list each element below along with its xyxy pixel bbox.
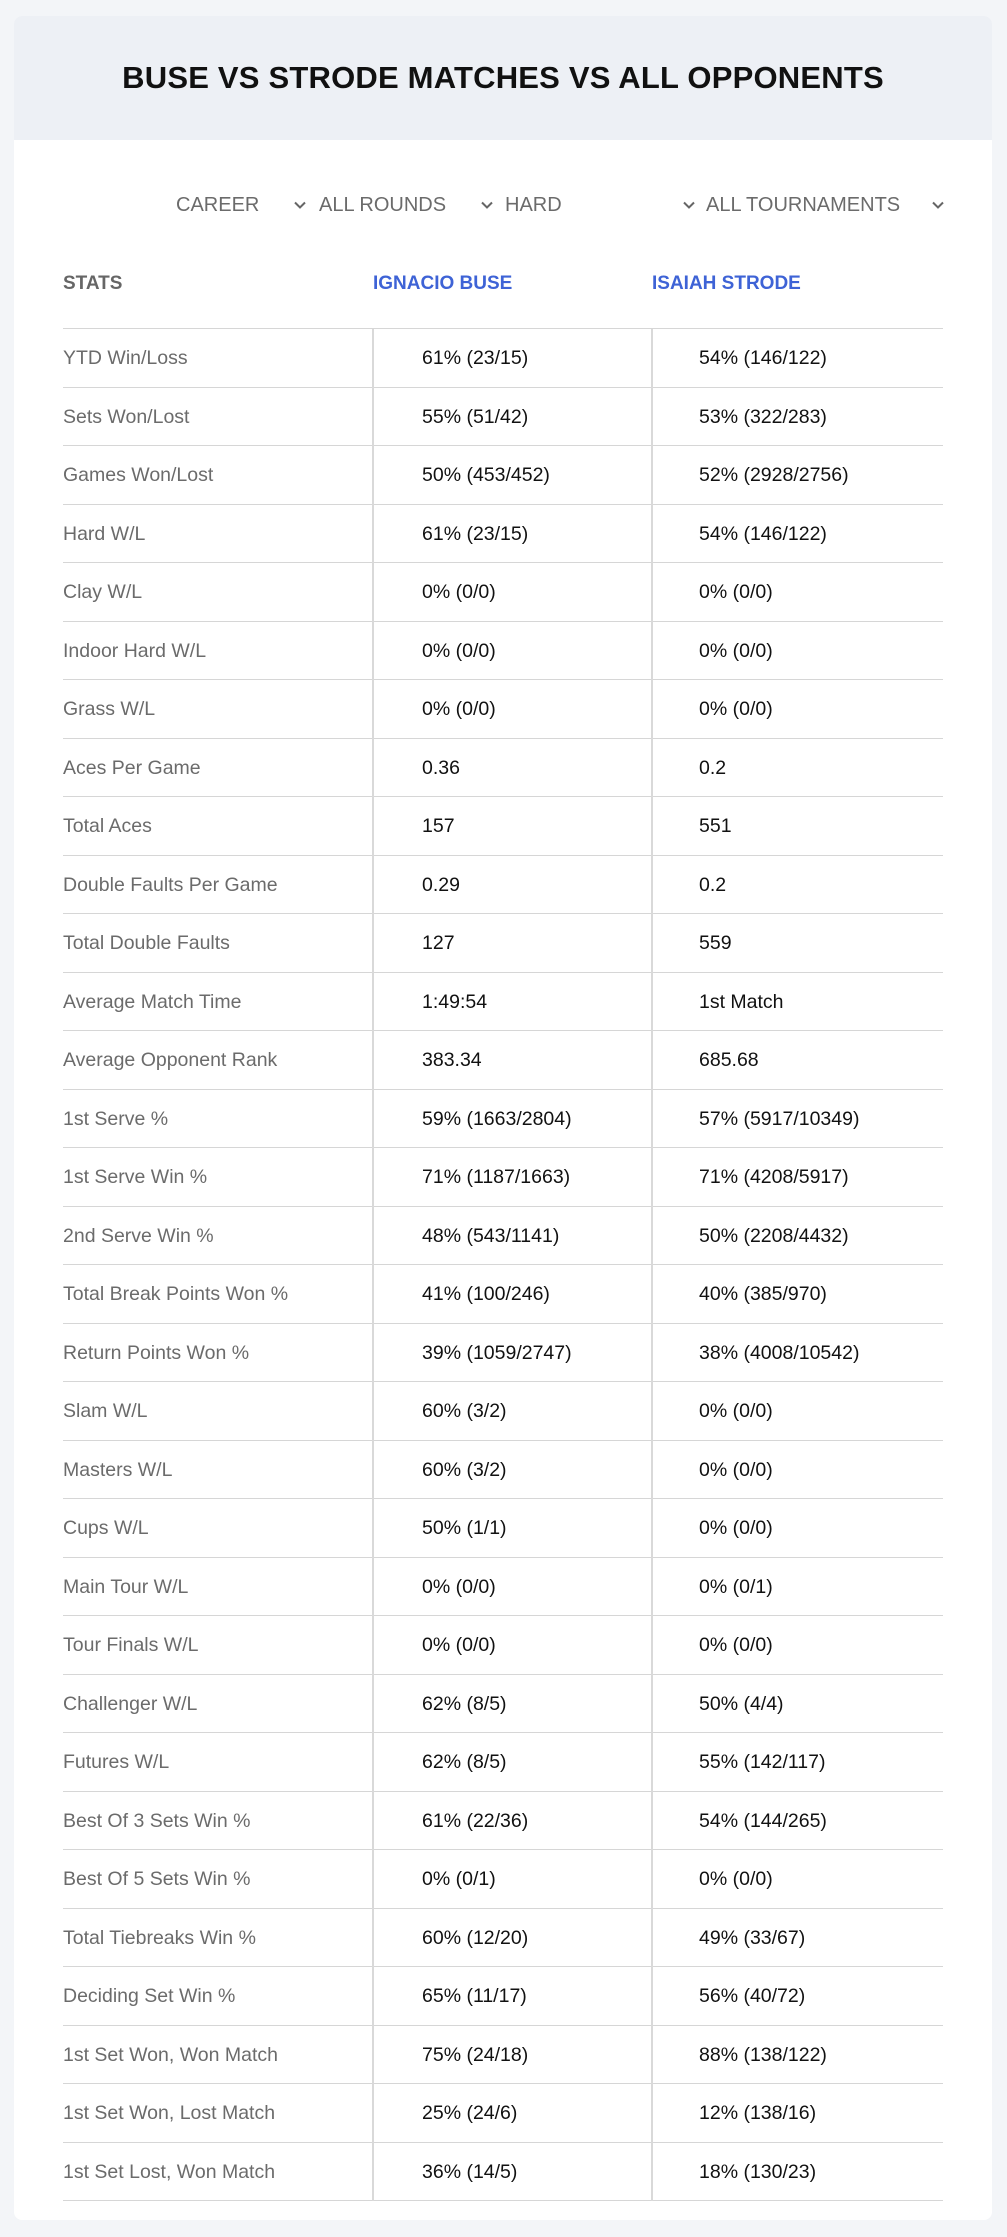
column-divider: [651, 1792, 653, 1851]
table-row: [63, 1265, 943, 1324]
player1-value: 383.34: [422, 1049, 482, 1071]
stat-label: Main Tour W/L: [63, 1575, 189, 1598]
player2-value: 54% (146/122): [699, 522, 827, 545]
player1-value: 157: [422, 815, 455, 837]
column-divider: [372, 1850, 374, 1909]
stat-label: Total Aces: [63, 815, 152, 837]
player2-value: 52% (2928/2756): [699, 464, 849, 486]
page-title: BUSE VS STRODE MATCHES VS ALL OPPONENTS: [122, 60, 884, 95]
player1-value: 0% (0/1): [422, 1868, 496, 1890]
column-divider: [651, 1675, 653, 1734]
career-select[interactable]: [176, 188, 316, 222]
column-divider: [651, 2026, 653, 2085]
surface-select-label: HARD: [505, 193, 562, 216]
player2-value: 559: [699, 932, 732, 954]
stat-label: 1st Serve %: [63, 1107, 169, 1130]
player1-value: 0% (0/0): [422, 1634, 496, 1656]
column-divider: [651, 446, 653, 505]
career-select-label: CAREER: [176, 193, 260, 216]
player2-value: 50% (2208/4432): [699, 1224, 849, 1247]
player2-value: 18% (130/23): [699, 2160, 817, 2183]
column-divider: [651, 856, 653, 915]
table-row: [63, 1967, 943, 2026]
column-divider: [651, 797, 653, 856]
player2-value: 54% (144/265): [699, 1809, 827, 1832]
table-row: [63, 1499, 943, 1558]
chevron-down-icon: [479, 197, 495, 213]
chevron-down-icon: [681, 197, 697, 213]
stats-table: [63, 266, 943, 2201]
column-divider: [372, 797, 374, 856]
stat-label: Average Opponent Rank: [63, 1049, 278, 1071]
column-divider: [372, 622, 374, 681]
column-divider: [372, 973, 374, 1032]
column-divider: [372, 1148, 374, 1207]
column-divider: [372, 1090, 374, 1149]
column-divider: [651, 1090, 653, 1149]
player2-value: 53% (322/283): [699, 405, 827, 428]
table-row: [63, 2084, 943, 2143]
player1-value: 0.36: [422, 756, 460, 779]
table-row: [63, 1090, 943, 1149]
stat-label: Hard W/L: [63, 522, 146, 545]
column-divider: [651, 739, 653, 798]
stat-label: Clay W/L: [63, 581, 143, 603]
stat-label: Deciding Set Win %: [63, 1985, 236, 2007]
column-divider: [372, 1558, 374, 1617]
player2-value: 88% (138/122): [699, 2043, 827, 2066]
column-divider: [372, 1616, 374, 1675]
stat-label: Challenger W/L: [63, 1692, 198, 1715]
player2-value: 57% (5917/10349): [699, 1107, 860, 1130]
stat-label: 1st Set Lost, Won Match: [63, 2160, 276, 2183]
table-row: [63, 505, 943, 564]
stat-label: 1st Serve Win %: [63, 1166, 208, 1188]
player2-value: 40% (385/970): [699, 1283, 827, 1305]
table-row: [63, 1733, 943, 1792]
player1-value: 39% (1059/2747): [422, 1341, 572, 1364]
player2-value: 0% (0/0): [699, 581, 773, 603]
player1-value: 0% (0/0): [422, 581, 496, 603]
column-divider: [651, 1850, 653, 1909]
player2-value: 0.2: [699, 873, 727, 896]
player1-column-header[interactable]: IGNACIO BUSE: [373, 273, 513, 294]
player1-value: 50% (1/1): [422, 1517, 507, 1539]
stats-column-header: STATS: [63, 273, 123, 294]
column-divider: [372, 446, 374, 505]
column-divider: [372, 1382, 374, 1441]
player1-value: 60% (12/20): [422, 1926, 529, 1949]
player2-value: 0.2: [699, 756, 727, 779]
column-divider: [372, 388, 374, 447]
player2-column-header[interactable]: ISAIAH STRODE: [652, 273, 801, 294]
stat-label: Total Double Faults: [63, 932, 230, 954]
player2-value: 685.68: [699, 1049, 759, 1071]
stat-label: Total Tiebreaks Win %: [63, 1926, 256, 1949]
player1-value: 62% (8/5): [422, 1692, 507, 1715]
player2-value: 0% (0/0): [699, 698, 773, 720]
stat-label: Aces Per Game: [63, 756, 201, 779]
table-row: [63, 739, 943, 798]
column-divider: [372, 2026, 374, 2085]
table-row: [63, 2026, 943, 2085]
player1-value: 0.29: [422, 873, 460, 896]
stat-label: Return Points Won %: [63, 1341, 250, 1364]
table-row: [63, 973, 943, 1032]
player2-value: 12% (138/16): [699, 2102, 817, 2124]
column-divider: [372, 1792, 374, 1851]
column-divider: [651, 388, 653, 447]
table-row: [63, 563, 943, 622]
column-divider: [651, 1967, 653, 2026]
player2-value: 0% (0/0): [699, 1868, 773, 1890]
player1-value: 61% (22/36): [422, 1809, 529, 1832]
player2-value: 0% (0/0): [699, 1400, 773, 1422]
stat-label: YTD Win/Loss: [63, 347, 188, 369]
table-row: [63, 329, 943, 388]
table-row: [63, 1616, 943, 1675]
table-row: [63, 1850, 943, 1909]
player1-value: 1:49:54: [422, 990, 488, 1013]
player2-value: 56% (40/72): [699, 1985, 806, 2007]
column-divider: [651, 1265, 653, 1324]
player1-value: 0% (0/0): [422, 639, 496, 662]
rounds-select[interactable]: [319, 188, 499, 222]
stat-label: Best Of 3 Sets Win %: [63, 1809, 251, 1832]
column-divider: [651, 505, 653, 564]
column-divider: [651, 1441, 653, 1500]
stat-label: Total Break Points Won %: [63, 1283, 289, 1305]
player1-value: 61% (23/15): [422, 522, 529, 545]
player1-value: 65% (11/17): [422, 1985, 527, 2007]
column-divider: [651, 622, 653, 681]
column-divider: [651, 1031, 653, 1090]
column-divider: [372, 1324, 374, 1383]
stat-label: Average Match Time: [63, 990, 242, 1013]
table-row: [63, 446, 943, 505]
table-row: [63, 797, 943, 856]
table-header: [63, 266, 943, 328]
table-row: [63, 914, 943, 973]
stat-label: Indoor Hard W/L: [63, 639, 207, 662]
player2-value: 49% (33/67): [699, 1926, 806, 1949]
table-row: [63, 1675, 943, 1734]
filter-bar: [14, 140, 992, 266]
column-divider: [372, 1675, 374, 1734]
table-row: [63, 1558, 943, 1617]
player1-value: 71% (1187/1663): [422, 1166, 571, 1188]
player2-value: 0% (0/0): [699, 1458, 773, 1481]
player2-value: 50% (4/4): [699, 1692, 784, 1715]
player1-value: 50% (453/452): [422, 464, 550, 486]
stat-label: Masters W/L: [63, 1458, 173, 1481]
column-divider: [651, 680, 653, 739]
table-row: [63, 1031, 943, 1090]
stat-label: 1st Set Won, Won Match: [63, 2043, 278, 2066]
table-row: [63, 1148, 943, 1207]
stat-label: Sets Won/Lost: [63, 405, 190, 428]
chevron-down-icon: [292, 197, 308, 213]
column-divider: [651, 1733, 653, 1792]
player1-value: 59% (1663/2804): [422, 1107, 572, 1130]
table-row: [63, 388, 943, 447]
column-divider: [372, 914, 374, 973]
table-row: [63, 1207, 943, 1266]
chevron-down-icon: [930, 197, 946, 213]
column-divider: [372, 680, 374, 739]
column-divider: [372, 505, 374, 564]
player1-value: 0% (0/0): [422, 698, 496, 720]
table-row: [63, 856, 943, 915]
table-row: [63, 1441, 943, 1500]
column-divider: [372, 1207, 374, 1266]
column-divider: [372, 329, 374, 388]
column-divider: [372, 1909, 374, 1968]
column-divider: [651, 329, 653, 388]
player1-value: 60% (3/2): [422, 1400, 507, 1422]
player2-value: 71% (4208/5917): [699, 1166, 849, 1188]
column-divider: [372, 1031, 374, 1090]
player2-value: 1st Match: [699, 990, 784, 1013]
table-row: [63, 1324, 943, 1383]
column-divider: [372, 1265, 374, 1324]
column-divider: [651, 1207, 653, 1266]
stat-label: Futures W/L: [63, 1751, 170, 1773]
stat-label: Games Won/Lost: [63, 464, 214, 486]
column-divider: [651, 1148, 653, 1207]
column-divider: [651, 563, 653, 622]
player2-value: 0% (0/0): [699, 1634, 773, 1656]
column-divider: [372, 739, 374, 798]
player1-value: 55% (51/42): [422, 405, 529, 428]
stat-label: Grass W/L: [63, 698, 156, 720]
column-divider: [372, 1499, 374, 1558]
rounds-select-label: ALL ROUNDS: [319, 193, 447, 216]
player1-value: 75% (24/18): [422, 2043, 529, 2066]
player1-value: 0% (0/0): [422, 1575, 496, 1598]
table-row: [63, 622, 943, 681]
column-divider: [372, 2143, 374, 2202]
player2-value: 0% (0/0): [699, 1517, 773, 1539]
column-divider: [651, 914, 653, 973]
player2-value: 38% (4008/10542): [699, 1341, 860, 1364]
stat-label: Slam W/L: [63, 1400, 148, 1422]
column-divider: [372, 563, 374, 622]
column-divider: [651, 1558, 653, 1617]
tournaments-select-label: ALL TOURNAMENTS: [706, 193, 901, 216]
column-divider: [372, 1733, 374, 1792]
table-row: [63, 2143, 943, 2202]
player1-value: 48% (543/1141): [422, 1224, 560, 1247]
column-divider: [372, 1441, 374, 1500]
player1-value: 62% (8/5): [422, 1751, 507, 1773]
column-divider: [651, 1909, 653, 1968]
surface-select[interactable]: [505, 188, 705, 222]
stat-label: Tour Finals W/L: [63, 1634, 199, 1656]
column-divider: [651, 2143, 653, 2202]
column-divider: [372, 856, 374, 915]
player1-value: 127: [422, 932, 455, 954]
player1-value: 36% (14/5): [422, 2160, 518, 2183]
column-divider: [651, 2084, 653, 2143]
table-row: [63, 1792, 943, 1851]
player1-value: 60% (3/2): [422, 1458, 507, 1481]
stat-label: Cups W/L: [63, 1517, 149, 1539]
stat-label: Double Faults Per Game: [63, 873, 278, 896]
player2-value: 551: [699, 815, 732, 837]
column-divider: [651, 1616, 653, 1675]
column-divider: [651, 973, 653, 1032]
table-row: [63, 680, 943, 739]
player1-value: 25% (24/6): [422, 2102, 518, 2124]
stats-card: [14, 16, 992, 2220]
column-divider: [651, 1499, 653, 1558]
table-row: [63, 1909, 943, 1968]
table-body: [63, 328, 943, 2201]
player2-value: 55% (142/117): [699, 1751, 826, 1773]
stat-label: 2nd Serve Win %: [63, 1224, 214, 1247]
player1-value: 61% (23/15): [422, 347, 529, 369]
column-divider: [651, 1382, 653, 1441]
column-divider: [372, 2084, 374, 2143]
player2-value: 0% (0/0): [699, 639, 773, 662]
stat-label: Best Of 5 Sets Win %: [63, 1868, 251, 1890]
player1-value: 41% (100/246): [422, 1283, 550, 1305]
player2-value: 54% (146/122): [699, 347, 827, 369]
tournaments-select[interactable]: [706, 188, 946, 222]
table-row: [63, 1382, 943, 1441]
column-divider: [372, 1967, 374, 2026]
column-divider: [651, 1324, 653, 1383]
player2-value: 0% (0/1): [699, 1575, 773, 1598]
card-header: [14, 16, 992, 140]
stat-label: 1st Set Won, Lost Match: [63, 2102, 276, 2124]
